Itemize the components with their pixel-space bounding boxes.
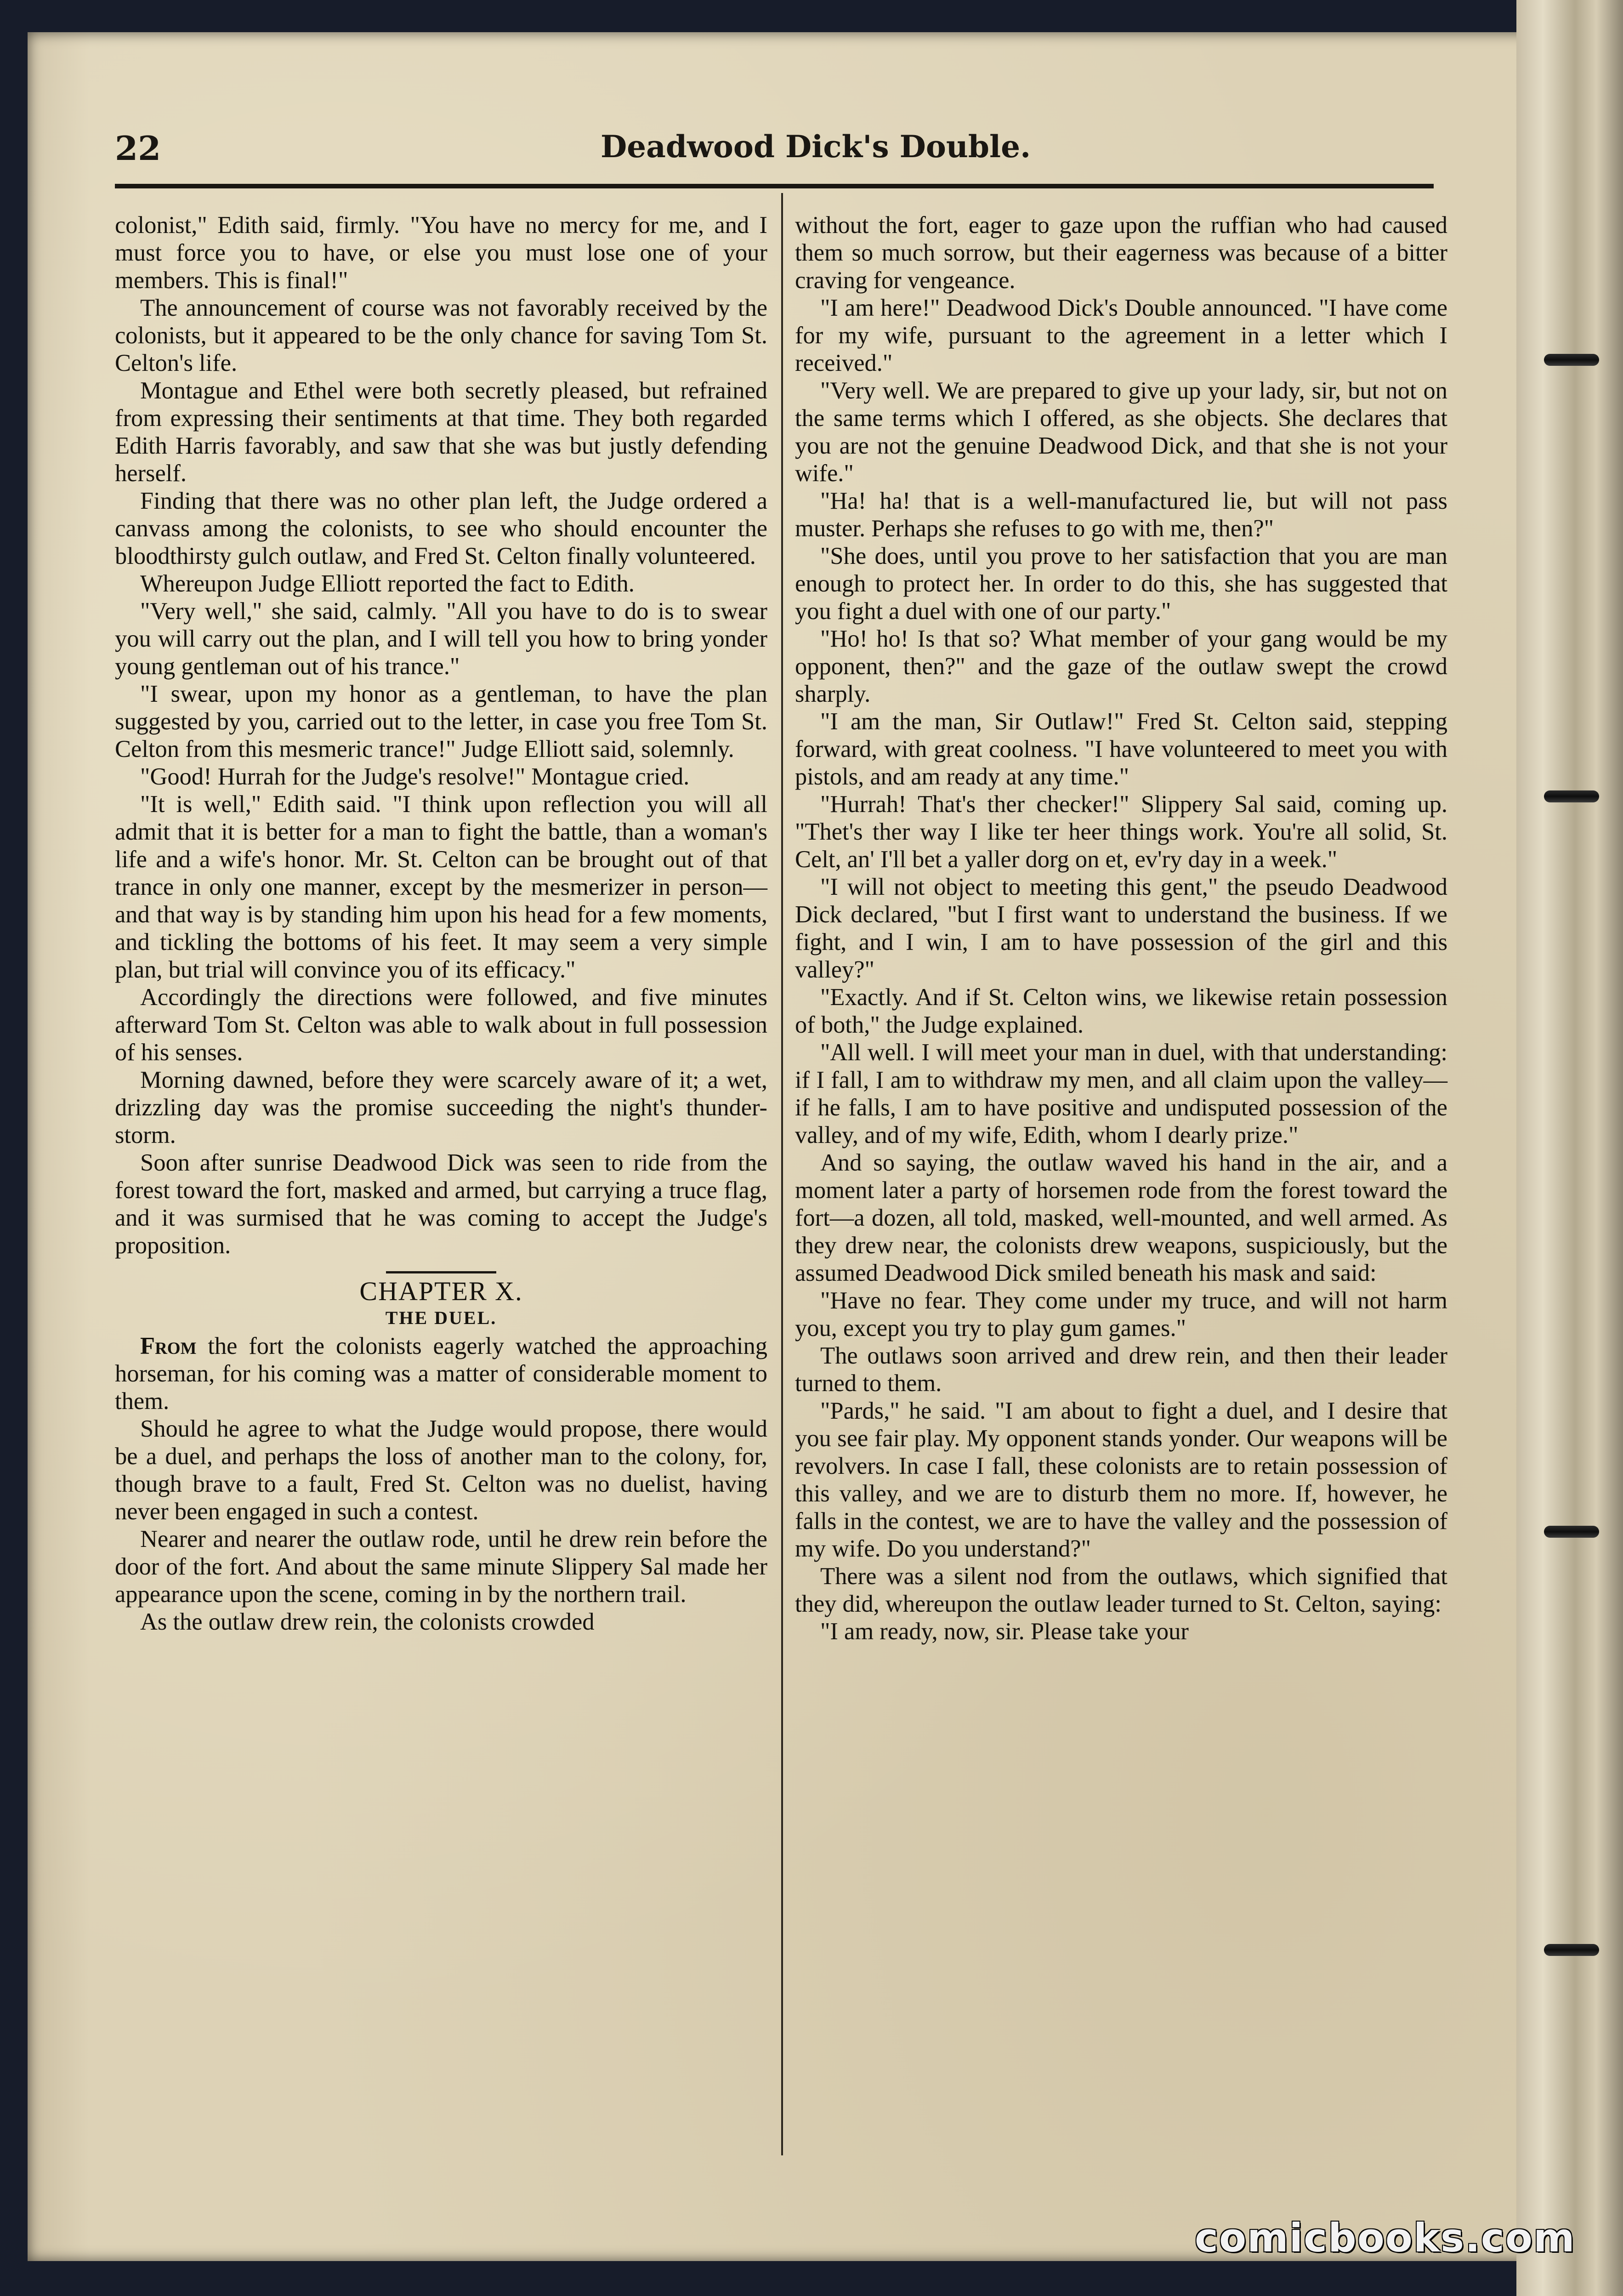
paragraph: "I swear, upon my honor as a gentleman, to have the plan suggested by you, carried out to the letter, in case you free Tom St. Celton from this mesmeric trance!" Judge Elliott said, solemnly. xyxy=(115,681,767,762)
paragraph: Accordingly the directions were followed, and five minutes afterward Tom St. Celton was able to walk about in full possession of his senses. xyxy=(115,984,767,1066)
paragraph: "All well. I will meet your man in duel, with that understanding: if I fall, I am to withdraw my men, and all claim upon the valley—if he falls, I am to have positive and undisputed possession of the valley, and of my wife, Edith, whom I dearly prize." xyxy=(795,1039,1447,1148)
page-number: 22 xyxy=(115,129,161,168)
paragraph: "Have no fear. They come under my truce, and will not harm you, except you try to play gum games." xyxy=(795,1287,1447,1341)
paragraph: "Very well. We are prepared to give up your lady, sir, but not on the same terms which I offered, as she objects. She declares that you are not the genuine Deadwood Dick, and that she is not your wife." xyxy=(795,377,1447,487)
paragraph xyxy=(115,1332,767,1415)
paragraph: "She does, until you prove to her satisfaction that you are man enough to protect her. In order to do this, she has suggested that you fight a duel with one of our party." xyxy=(795,543,1447,625)
paragraph: Whereupon Judge Elliott reported the fact to Edith. xyxy=(140,570,635,597)
paragraph-text: the fort the colonists eagerly watched the approaching horseman, for his coming was a matter of considerable moment to them. xyxy=(115,1333,767,1415)
paragraph: There was a silent nod from the outlaws, which signified that they did, whereupon the outlaw leader turned to St. Celton, saying: xyxy=(795,1563,1447,1617)
paragraph: Morning dawned, before they were scarcely aware of it; a wet, drizzling day was the promise succeeding the night's thunder-storm. xyxy=(115,1067,767,1148)
paragraph: The announcement of course was not favorably received by the colonists, but it appeared to be the only chance for saving Tom St. Celton's life. xyxy=(115,295,767,376)
staple-icon xyxy=(1544,354,1599,366)
paragraph: "Exactly. And if St. Celton wins, we likewise retain possession of both," the Judge explained. xyxy=(795,984,1447,1038)
paragraph: "I am ready, now, sir. Please take your xyxy=(820,1618,1189,1645)
paragraph: "Good! Hurrah for the Judge's resolve!" Montague cried. xyxy=(140,763,690,790)
paragraph: "I am here!" Deadwood Dick's Double announced. "I have come for my wife, pursuant to the agreement in a letter which I received." xyxy=(795,295,1447,376)
staple-icon xyxy=(1544,790,1599,802)
paragraph: Finding that there was no other plan left, the Judge ordered a canvass among the colonists, to see who should encounter the bloodthirsty gulch outlaw, and Fred St. Celton finally volunteered. xyxy=(115,488,767,569)
paragraph: "Ho! ho! Is that so? What member of your gang would be my opponent, then?" and the gaze of the outlaw swept the crowd sharply. xyxy=(795,625,1447,707)
paragraph: Soon after sunrise Deadwood Dick was seen to ride from the forest toward the fort, masked and armed, but carrying a truce flag, and it was surmised that he was coming to accept the Judge's proposition. xyxy=(115,1149,767,1259)
left-column xyxy=(115,211,767,1636)
paragraph: "I will not object to meeting this gent," the pseudo Deadwood Dick declared, "but I first want to understand the business. If we fight, and I win, I am to have possession of the girl and this valley?" xyxy=(795,874,1447,983)
paragraph: "Hurrah! That's ther checker!" Slippery Sal said, coming up. "Thet's ther way I like ter heer things work. You're all solid, St. Celt, an' I'll bet a yaller dorg on et, ev'ry day in a week." xyxy=(795,791,1447,873)
right-column xyxy=(795,211,1447,1645)
paragraph: "It is well," Edith said. "I think upon reflection you will all admit that it is better for a man to fight the battle, than a woman's life and a wife's honor. Mr. St. Celton can be brought out of that trance in only one manner, except by the mesmerizer in person—and that way is by standing him upon his head for a few moments, and tickling the bottoms of his feet. It may seem a very simple plan, but trial will convince you of its efficacy." xyxy=(115,791,767,983)
paragraph: Nearer and nearer the outlaw rode, until he drew rein before the door of the fort. And about the same minute Slippery Sal made her appearance upon the scene, coming in by the northern trail. xyxy=(115,1526,767,1608)
paragraph: without the fort, eager to gaze upon the ruffian who had caused them so much sorrow, but their eagerness was because of a bitter craving for vengeance. xyxy=(795,212,1447,294)
column-divider xyxy=(781,193,783,2155)
chapter-rule xyxy=(386,1271,496,1273)
watermark: comicbooks.com xyxy=(1195,2215,1576,2261)
running-title: Deadwood Dick's Double. xyxy=(600,129,1031,165)
paragraph: Should he agree to what the Judge would propose, there would be a duel, and perhaps the loss of another man to the colony, for, though brave to a fault, Fred St. Celton was no duelist, having never been engaged in such a contest. xyxy=(115,1415,767,1525)
paragraph: And so saying, the outlaw waved his hand in the air, and a moment later a party of horsemen rode from the forest toward the fort—a dozen, all told, masked, well-mounted, and well armed. As they drew near, the colonists drew weapons, suspiciously, but the assumed Deadwood Dick smiled beneath his mask and said: xyxy=(795,1149,1447,1286)
paragraph: colonist," Edith said, firmly. "You have no mercy for me, and I must force you to have, or else you must lose one of your members. This is final!" xyxy=(115,212,767,294)
paragraph: "Very well," she said, calmly. "All you have to do is to swear you will carry out the plan, and I will tell you how to bring yonder young gentleman out of his trance." xyxy=(115,598,767,680)
staple-icon xyxy=(1544,1944,1599,1956)
header-rule xyxy=(115,184,1434,188)
staple-icon xyxy=(1544,1526,1599,1538)
chapter-title: CHAPTER X. xyxy=(359,1276,523,1306)
paragraph: "Pards," he said. "I am about to fight a duel, and I desire that you see fair play. My opponent stands yonder. Our weapons will be revolvers. In case I fall, these colonists are to retain possession of this valley, and we are to disturb them no more. If, however, he falls in the contest, we are to have the valley and the possession of my wife. Do you understand?" xyxy=(795,1398,1447,1562)
chapter-subtitle: THE DUEL. xyxy=(385,1307,497,1328)
paragraph: The outlaws soon arrived and drew rein, and then their leader turned to them. xyxy=(795,1342,1447,1397)
paragraph: "I am the man, Sir Outlaw!" Fred St. Celton said, stepping forward, with great coolness. "I have volunteered to meet you with pistols, and am ready at any time." xyxy=(795,708,1447,790)
lead-word: From xyxy=(140,1333,197,1359)
paragraph: As the outlaw drew rein, the colonists crowded xyxy=(140,1608,595,1635)
paragraph: "Ha! ha! that is a well-manufactured lie, but will not pass muster. Perhaps she refuses to go with me, then?" xyxy=(795,488,1447,542)
page-header xyxy=(115,124,1434,184)
paragraph: Montague and Ethel were both secretly pleased, but refrained from expressing their sentiments at that time. They both regarded Edith Harris favorably, and saw that she was but justly defending herself. xyxy=(115,377,767,487)
